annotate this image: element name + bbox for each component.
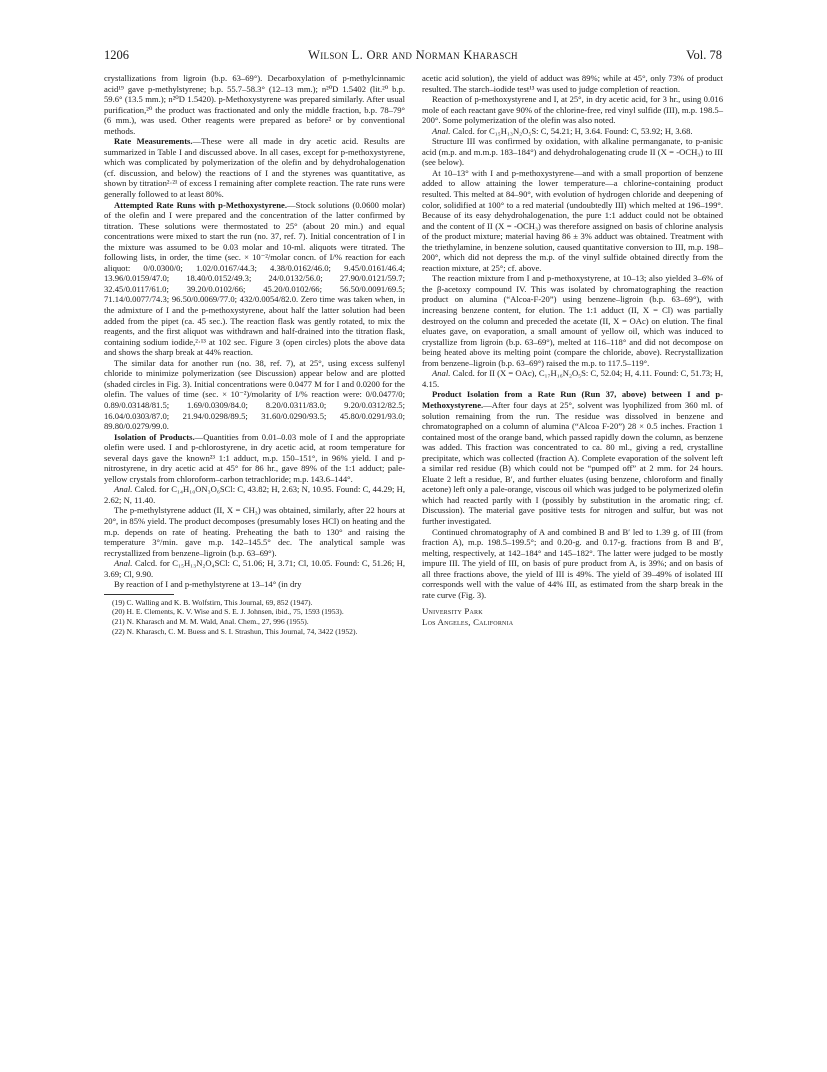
anal-text-1: Calcd. for C₁₄H₁₀ON₃O₆SCl: C, 43.82; H, 2.63; N, 10.95. Found: C, 44.29; H, 2.62; N, 11.40. (104, 484, 405, 505)
paragraph-by-reaction: By reaction of I and p-methylstyrene at 13–14° (in dry (114, 579, 302, 590)
text-isolation: —Quantities from 0.01–0.03 mole of I and the appropriate olefin were used. I and p-chlorostyrene, in dry acetic acid, at room temperature for several days gave the known²³ 1:1 adduct, m.p. 150–151°, in 96% yield. I and p-nitrostyrene, in dry acetic acid at 45° for 86 hr., gave 89% of the 1:1 adduct; pale-yellow crystals from chloroform–carbon tetrachloride; m.p. 143.6–144°. (104, 431, 405, 484)
heading-attempted-rate-runs: Attempted Rate Runs with p-Methoxystyrene. (114, 199, 287, 210)
paragraph-rate-measurements (104, 136, 405, 199)
paragraph-product-isolation (422, 389, 723, 526)
footnote-21: (21) N. Kharasch and M. M. Wald, Anal. Chem., 27, 996 (1955). (112, 616, 309, 626)
paragraph-methylstyrene-adduct: The p-methylstyrene adduct (II, X = CH₃) was obtained, similarly, after 22 hours at 20°, in 85% yield. The product decomposes (presumably loses HCl) on heating and the m.p. depends on rate of heating. Preheating the bath to 130° and raising the temperature 3°/min. gave m.p. 142–145.5° dec. The analytical sample was recrystallized from benzene–ligroin (b.p. 63–69°). (104, 505, 405, 558)
left-column (104, 73, 405, 636)
footnote-20: (20) H. E. Clements, K. V. Wise and S. E. J. Johnsen, ibid., 75, 1593 (1953). (112, 607, 344, 617)
paragraph-yield-continuation: acetic acid solution), the yield of adduct was 89%; while at 45°, only 73% of product resulted. The starch–iodide test¹³ was used to judge completion of reaction. (422, 73, 723, 94)
text-product-isolation: —After four days at 25°, solvent was lyophilized from 360 ml. of solution remaining from the run. The residue was dissolved in benzene and chromatographed on a column of alumina (“Alcoa F-20”) 28 × 0.5 inches. Fraction 1 contained most of the orange band, which passed rapidly down the column, as benzene was added. This fraction was concentrated to ca. 80 ml., giving a red, crystalline precipitate, which was collected (fraction A). Complete evaporation of the solvent left a similar red residue (B) which could not be “pumped off” at 2 mm. for 24 hours. Eluate 2 left a residue, B′, and further eluates (using benzene, chloroform and finally acetone) left only a pale-orange, viscous oil which was judged to be polymerized olefin which had reacted partly with I (possibly by substitution in the aromatic ring; cf. Discussion). The material gave positive tests for nitrogen and sulfur, but was not further investigated. (422, 399, 723, 526)
anal-label-4: Anal. (432, 368, 451, 379)
heading-isolation: Isolation of Products. (114, 431, 195, 442)
text-attempted-rate-runs: —Stock solutions (0.0600 molar) of the olefin and I were prepared and the concentration of the latter confirmed by titration. These solutions were thermostated to 25° (about 20 min.) and equal concentrations were mixed to start the run (no. 37, ref. 7). Initial concentration of I in the mixture was assumed to be 0.03 molar and 10-ml. aliquots were titrated. The following lists, in order, the time (sec. × 10⁻²/molar concn. of I/% reaction for each aliquot: 0/0.0300/0; 1.02/0.0167/44.3; 4.38/0.0162/46.0; 9.45/0.0161/46.4; 13.96/0.0159/47.0; 18.40/0.0152/49.3; 24/0.0132/56.0; 27.90/0.0121/59.7; 32.45/0.0117/61.0; 39.20/0.0102/66; 45.20/0.0102/66; 56.50/0.0091/69.5; 71.14/0.0077/74.3; 96.50/0.0069/77.0; 432/0.0054/82.0. Zero time was taken when, in the admixture of I and the p-methoxystyrene, about half the latter solution had been added from the pipet (ca. 45 sec.). The reaction flask was gently rotated, to mix the reagents, and the first aliquot was withdrawn and half-drained into the titration flask, containing sodium iodide,²·¹³ at 102 sec. Figure 3 (open circles) plots the above data and shows the sharp break at 44% reaction. (104, 199, 405, 358)
heading-product-isolation: Product Isolation from a Rate Run (Run 37, above) between I and p-Methoxystyrene. (422, 389, 723, 410)
footnote-19: (19) C. Walling and K. B. Wolfstirn, This Journal, 69, 852 (1947). (112, 597, 313, 607)
paragraph-structure-confirmation: Structure III was confirmed by oxidation, with alkaline permanganate, to p-anisic acid (m.p. and m.m.p. 183–184°) and dehydrohalogenating crude II (X = -OCH₃) to III (see below). (422, 136, 723, 168)
paragraph-similar-run: The similar data for another run (no. 38, ref. 7), at 25°, using excess sulfenyl chloride to minimize polymerization (see Discussion) appear below and are plotted (shaded circles in Fig. 3). Initial concentrations were 0.0477 M for I and 0.0200 for the olefin. The values of time (sec. × 10⁻²)/molarity of I/% reaction were: 0/0.0477/0; 0.89/0.03148/81.5; 1.69/0.0309/84.0; 8.20/0.0311/83.0; 9.20/0.0312/82.5; 16.04/0.0303/87.0; 21.94/0.0298/89.5; 31.60/0.0290/93.5; 45.80/0.0291/93.0; 89.80/0.0279/99.0. (104, 357, 405, 432)
address-line-2: Los Angeles, California (422, 617, 514, 628)
paragraph-low-temperature: At 10–13° with I and p-methoxystyrene—and with a small proportion of benzene added to allow attaining the lower temperature—a chlorine-containing product resulted. This melted at 84–90°, with evolution of hydrogen chloride and deepening of color, solidified at 100° to a red material (undoubtedly III) which melted at 196–199°. Because of its easy dehydrohalogenation, the pure 1:1 adduct could not be obtained and the content of II (X = -OCH₃) was therefore assigned on basis of chlorine analysis of the product mixture; material having 86 ± 3% adduct was obtained. Treatment with the triethylamine, in benzene solution, caused quantitative conversion to III, m.p. 198–200°, which did not depress the m.p. of the vinyl sulfide obtained directly from the reaction mixture, at 25°; cf. above. (422, 167, 723, 273)
running-head-authors: Wilson L. Orr and Norman Kharasch (308, 48, 518, 62)
anal-label-3: Anal. (432, 125, 451, 136)
footnote-22: (22) N. Kharasch, C. M. Buess and S. I. Strashun, This Journal, 74, 3422 (1952). (112, 626, 358, 636)
page-number: 1206 (104, 48, 129, 62)
paragraph-isolation (104, 432, 405, 485)
paragraph-acetoxy-compound: The reaction mixture from I and p-methoxystyrene, at 10–13; also yielded 3–6% of the β-acetoxy compound IV. This was isolated by chromatographing the reaction product on alumina (“Alcoa-F-20”) using benzene–ligroin (b.p. 63–69°), with increasing benzene content, for elution. The 1:1 adduct (II, X = Cl) was partially destroyed on the column and preceded the acetate (II, X = OAc) on elution. The final eluates gave, on evaporation, a small amount of yellow oil, which was induced to crystallize from ligroin (b.p. 63–69°), melted at 116–118° and did not decompose on being heated above its melting point (compare the chloride, above). Recrystallization from benzene–ligroin (b.p. 63–69°) raised the m.p. to 117.5–119°. (422, 273, 723, 368)
anal-text-2: Calcd. for C₁₅H₁₃N₂O₄SCl: C, 51.06; H, 3.71; Cl, 10.05. Found: C, 51.26; H, 3.69; Cl, 9.90. (104, 558, 406, 579)
paragraph-analysis-2 (104, 558, 405, 579)
page-header (104, 48, 722, 66)
paragraph-purification: crystallizations from ligroin (b.p. 63–69°). Decarboxylation of p-methylcinnamic acid¹⁹ gave p-methylstyrene; b.p. 55.7–58.3° (12–13 mm.); n²⁰D 1.5402 (lit.²⁰ b.p. 59.6° (13.5 mm.); n²⁰D 1.5420). p-Methoxystyrene was prepared similarly. After usual purification,²⁰ the product was fractionated and only the middle fraction, b.p. 78–79° (6 mm.), was used. Other reagents were prepared as before² or by conventional methods. (104, 73, 405, 136)
paragraph-attempted-rate-runs (104, 200, 405, 358)
paragraph-methoxystyrene-reaction: Reaction of p-methoxystyrene and I, at 25°, in dry acetic acid, for 3 hr., using 0.016 mole of each reactant gave 90% of the chlorine-free, red vinyl sulfide (III), m.p. 198.5–200°. Some polymerization of the olefin was also noted. (422, 94, 723, 126)
footnote-rule (104, 594, 174, 595)
paragraph-analysis-3 (422, 126, 723, 137)
anal-text-4: Calcd. for II (X = OAc), C₁₇H₁₆N₂O₅S: C, 52.04; H, 4.11. Found: C, 51.73; H, 4.15. (422, 368, 723, 389)
author-address (422, 606, 723, 628)
anal-text-3: Calcd. for C₁₅H₁₃N₂O₅S: C, 54.21; H, 3.64. Found: C, 53.92; H, 3.68. (452, 125, 693, 136)
paragraph-continued-chromatography: Continued chromatography of A and combined B and B′ led to 1.39 g. of III (from fraction A), m.p. 198.5–199.5°; and 0.20-g. and 0.17-g. fractions from B and B′, melting, respectively, at 142–184° and 145–182°. The latter were judged to be mostly impure III. The yield of III, on basis of pure product from A, is 39%; and on basis of all three fractions above, the yield of III is 49%. The yield of 39–49% of isolated III corresponds well with the value of 44% III, as estimated from the sharp break in the rate curve (Fig. 3). (422, 526, 723, 600)
paragraph-analysis-4 (422, 368, 723, 389)
volume-label: Vol. 78 (686, 48, 722, 62)
right-column (422, 73, 723, 628)
heading-rate-measurements: Rate Measurements. (114, 136, 193, 147)
address-line-1: University Park (422, 606, 483, 617)
anal-label-1: Anal. (114, 484, 133, 495)
paragraph-analysis-1 (104, 484, 405, 505)
text-rate-measurements: —These were all made in dry acetic acid. Results are summarized in Table I and discussed above. In all cases, except for p-methoxystyrene, which was complicated by polymerization of the olefin and by dehydrohalogenation (cf. discussion, and below) the reactions of I and the styrenes was quantitative, as shown by titration²·²¹ of excess I remaining after complete reaction. The rate runs were generally followed to at least 80%. (104, 136, 405, 200)
anal-label-2: Anal. (114, 558, 133, 569)
